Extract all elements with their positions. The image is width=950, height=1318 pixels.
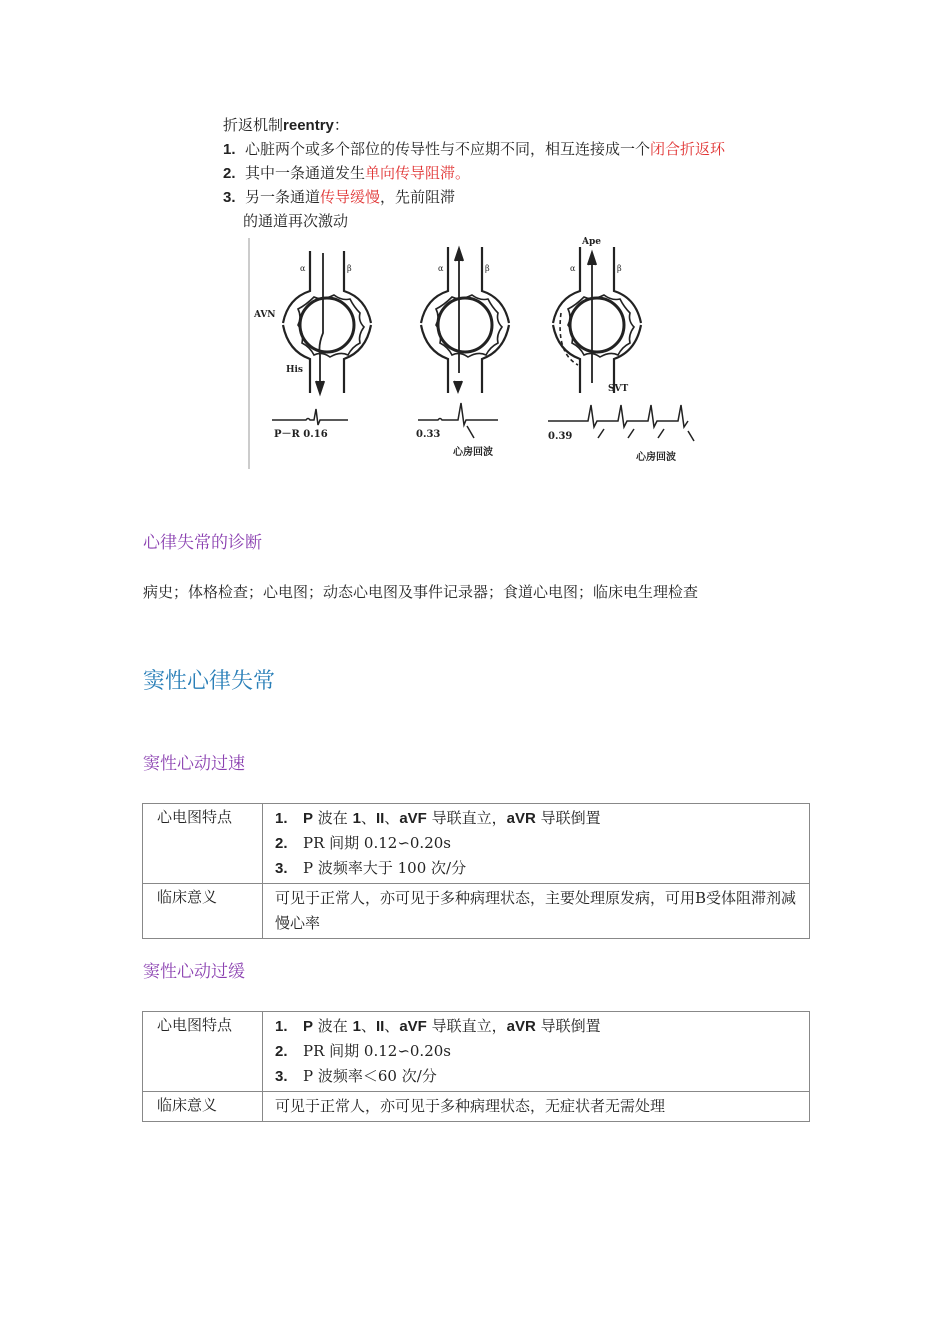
svt-label: SVT (608, 384, 629, 394)
list-item: 1. P 波在 1、II、aVF 导联直立，aVR 导联倒置 (275, 1017, 601, 1035)
list-item: 2. PR 间期 0.12∽0.20s (275, 1042, 451, 1060)
pr-label-2: 0.33 (416, 429, 441, 440)
reentry-item-1: 1. 心脏两个或多个部位的传导性与不应期不同，相互连接成一个闭合折返环 (223, 140, 726, 158)
his-label: His (286, 365, 303, 375)
ecg-feature-list (263, 1012, 810, 1092)
alpha-label-1: α (300, 264, 306, 273)
alpha-label-2: α (438, 264, 444, 273)
beta-label-1: β (347, 264, 352, 273)
avn-label: AVN (254, 310, 276, 320)
brady-heading: 窦性心动过缓 (143, 962, 245, 982)
tachy-table (142, 803, 810, 939)
clinical-text: 可见于正常人，亦可见于多种病理状态，主要处理原发病，可用Β受体阻滞剂减慢心率 (263, 884, 810, 939)
reentry-item-3-continued: 的通道再次激动 (243, 212, 349, 230)
list-item: 1. P 波在 1、II、aVF 导联直立，aVR 导联倒置 (275, 809, 601, 827)
table-row (143, 804, 810, 884)
brady-table (142, 1011, 810, 1122)
reentry-diagram (248, 233, 708, 473)
panel-block (421, 247, 509, 393)
beta-label-3: β (617, 264, 622, 273)
table-row (143, 1092, 810, 1122)
ecg-traces (272, 403, 694, 441)
clinical-label: 临床意义 (143, 1092, 263, 1122)
pr-label-3: 0.39 (548, 431, 573, 442)
alpha-label-3: α (570, 264, 576, 273)
panel-svt (553, 247, 641, 393)
ecg-feature-list (263, 804, 810, 884)
reentry-item-3: 3. 另一条通道传导缓慢，先前阻滞 (223, 188, 456, 206)
clinical-text: 可见于正常人，亦可见于多种病理状态，无症状者无需处理 (263, 1092, 810, 1122)
list-item: 2. PR 间期 0.12∽0.20s (275, 834, 451, 852)
reentry-item-2: 2. 其中一条通道发生单向传导阻滞。 (223, 164, 471, 182)
list-item: 3. P 波频率＜60 次/分 (275, 1067, 437, 1085)
diagnosis-heading: 心律失常的诊断 (143, 533, 262, 553)
reentry-title: 折返机制reentry： (223, 116, 349, 134)
clinical-label: 临床意义 (143, 884, 263, 939)
sinus-heading: 窦性心律失常 (143, 669, 276, 694)
ecg-feature-label: 心电图特点 (143, 804, 263, 884)
ape-label: Ape (582, 237, 602, 247)
echo-label-1: 心房回波 (453, 447, 493, 458)
table-row (143, 884, 810, 939)
beta-label-2: β (485, 264, 490, 273)
table-row (143, 1012, 810, 1092)
ecg-feature-label: 心电图特点 (143, 1012, 263, 1092)
pr-label-1: P－R 0.16 (274, 429, 328, 440)
echo-label-2: 心房回波 (636, 452, 676, 463)
list-item: 3. P 波频率大于 100 次/分 (275, 859, 467, 877)
diagnosis-text: 病史；体格检查；心电图；动态心电图及事件记录器；食道心电图；临床电生理检查 (143, 583, 699, 601)
tachy-heading: 窦性心动过速 (143, 754, 245, 774)
